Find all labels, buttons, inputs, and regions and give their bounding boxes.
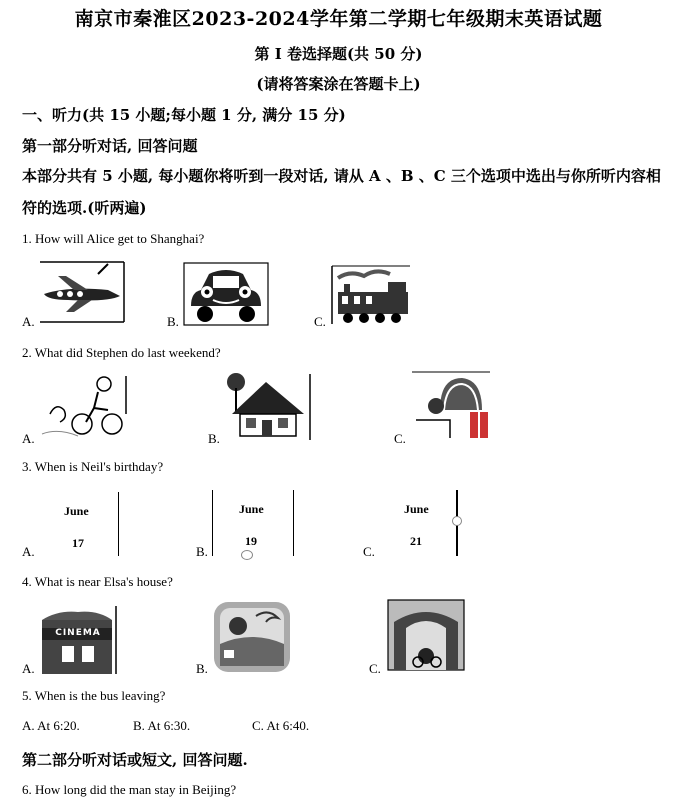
question-6: 6. How long did the man stay in Beijing?	[22, 782, 237, 797]
calendar-day: 21	[410, 534, 422, 548]
option-a-label: A.	[22, 661, 35, 676]
calendar-month: June	[239, 502, 264, 516]
option-c-label: C.	[363, 544, 375, 559]
part2-title: 第二部分听对话或短文, 回答问题.	[22, 751, 248, 769]
question-3: 3. When is Neil's birthday?	[22, 459, 164, 474]
option-c-label: C.	[394, 431, 406, 446]
calendar-ring	[452, 516, 462, 526]
car-icon	[183, 262, 269, 326]
option-b-label: B.	[196, 661, 208, 676]
part1-title: 第一部分听对话, 回答问题	[22, 137, 198, 155]
option-c-label: C.	[314, 314, 326, 329]
option-b-label: B.	[167, 314, 179, 329]
beach-icon	[212, 600, 292, 674]
option-a-label: A.	[22, 431, 35, 446]
calendar-month: June	[404, 502, 429, 516]
train-icon	[330, 264, 412, 326]
park-icon	[386, 598, 466, 672]
hiking-icon	[410, 370, 494, 444]
question-4: 4. What is near Elsa's house?	[22, 574, 173, 589]
cinema-icon	[38, 604, 118, 676]
airplane-icon	[38, 260, 126, 324]
cinema-sign: CINEMA	[55, 628, 101, 638]
calendar-b	[212, 490, 294, 556]
question-1: 1. How will Alice get to Shanghai?	[22, 231, 205, 246]
calendar-day: 17	[72, 536, 84, 550]
calendar-day: 19	[245, 534, 257, 548]
volume-title: 第 I 卷选择题(共 50 分)	[254, 45, 423, 63]
option-b-label: B.	[196, 544, 208, 559]
bicycle-icon	[38, 374, 128, 444]
option-b-label: B.	[208, 431, 220, 446]
question-2: 2. What did Stephen do last weekend?	[22, 345, 221, 360]
answer-instruction: (请将答案涂在答题卡上)	[256, 75, 421, 93]
option-c-label: C.	[369, 661, 381, 676]
calendar-ring	[241, 550, 253, 560]
option-b-label: B. At 6:30.	[133, 718, 191, 733]
question-5: 5. When is the bus leaving?	[22, 688, 166, 703]
option-a-label: A.	[22, 314, 35, 329]
part1-intro: 本部分共有 5 小题, 每小题你将听到一段对话, 请从 A 、B 、C 三个选项中选出与你所听内容相符的选项.(听两遍)	[22, 167, 661, 217]
calendar-month: June	[64, 504, 89, 518]
section-listening-title: 一、听力(共 15 小题;每小题 1 分, 满分 15 分)	[22, 106, 346, 124]
option-a-label: A.	[22, 544, 35, 559]
option-a-label: A. At 6:20.	[22, 718, 80, 733]
house-icon	[224, 372, 312, 442]
calendar-c	[380, 490, 458, 556]
calendar-a	[40, 492, 119, 556]
exam-title: 南京市秦淮区2023-2024学年第二学期七年级期末英语试题	[74, 8, 603, 30]
option-c-label: C. At 6:40.	[252, 718, 310, 733]
